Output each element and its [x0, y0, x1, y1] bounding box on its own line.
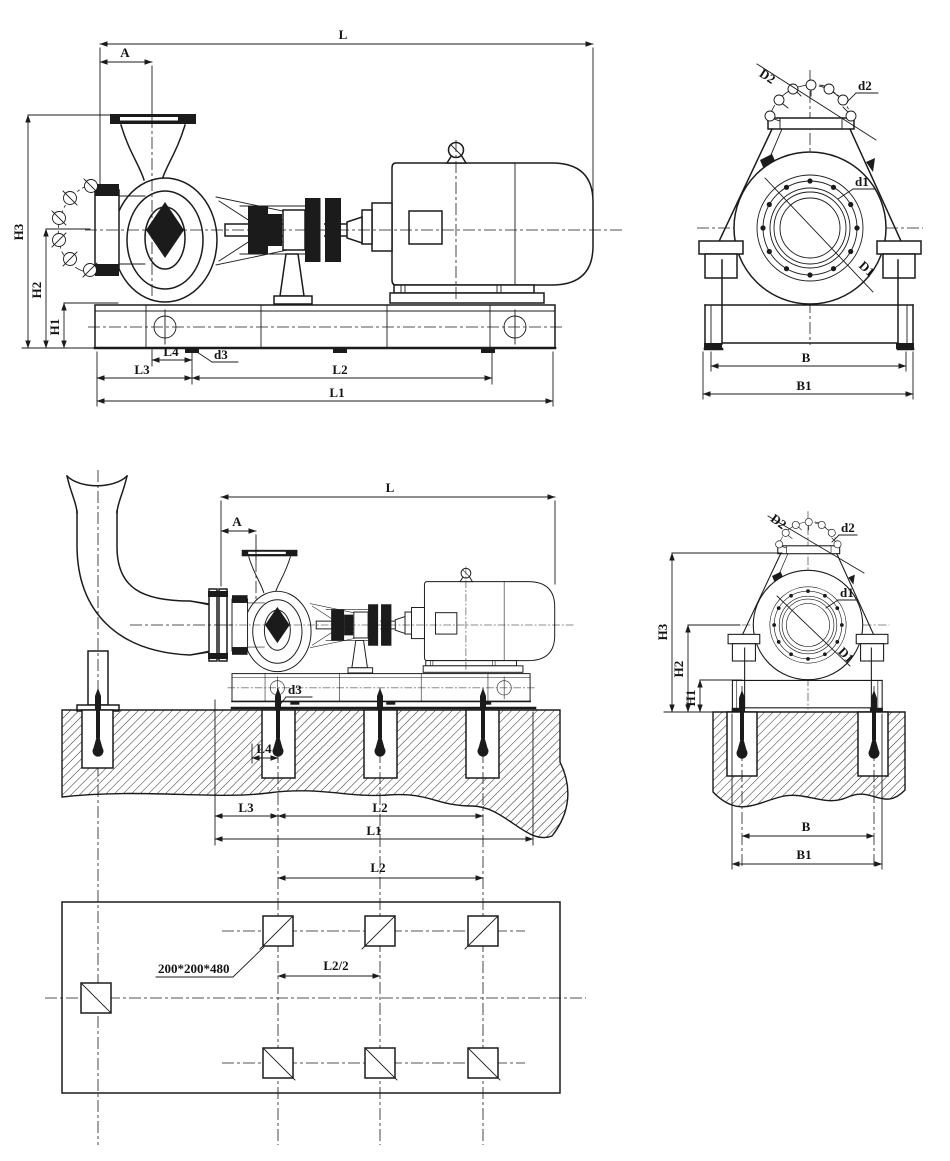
dim-label-H3: H3 [655, 623, 670, 641]
dim-label-d1: d1 [855, 174, 869, 189]
suction-elbow-pipe [67, 470, 228, 1145]
dim-label-H1: H1 [683, 689, 698, 707]
dim-label-L1: L1 [366, 823, 382, 838]
dim-label-L4: L4 [256, 741, 272, 756]
dim-label-d2: d2 [841, 520, 855, 535]
pump-assembly-side-installed [226, 550, 576, 705]
dim-label-B1: B1 [796, 847, 812, 862]
pump-side-view [11, 27, 625, 406]
foundation-plan-view [45, 860, 586, 1093]
dim-label-D1: D1 [835, 643, 858, 666]
pump-assembly-side [85, 114, 625, 353]
plan-bolt-pockets [81, 916, 500, 1080]
pump-assembly-end [697, 70, 923, 349]
dim-label-D1: D1 [856, 257, 878, 280]
dim-label-d3: d3 [214, 347, 228, 362]
suction-bolt-arc [52, 179, 98, 277]
dim-label-L2: L2 [332, 362, 348, 377]
dim-label-L1: L1 [329, 385, 345, 400]
installation-end-view [655, 511, 905, 869]
pump-end-view [697, 64, 923, 399]
dim-label-L: L [338, 27, 348, 42]
dim-label-d1: d1 [840, 585, 854, 600]
dim-label-L: L [385, 480, 395, 495]
dim-label-L4: L4 [163, 344, 179, 359]
dim-label-A: A [120, 45, 130, 60]
dim-label-L3: L3 [238, 800, 254, 815]
dim-label-B1: B1 [796, 378, 812, 393]
dim-label-d3: d3 [288, 682, 302, 697]
dim-label-B: B [801, 819, 811, 834]
dim-label-L3: L3 [134, 362, 150, 377]
dim-label-H3: H3 [11, 223, 26, 241]
dim-label-B: B [801, 350, 811, 365]
pocket-size-label: 200*200*480 [158, 961, 230, 976]
dim-label-H2: H2 [671, 660, 686, 678]
dim-label-L2-half: L2/2 [323, 958, 349, 973]
installed-end-dimensions [655, 511, 882, 869]
dim-label-A: A [232, 514, 242, 529]
plan-dimensions [156, 860, 483, 977]
dim-label-H1: H1 [47, 318, 62, 336]
dim-label-L2: L2 [372, 800, 388, 815]
concrete-foundation-end [713, 686, 905, 868]
dim-label-D2: D2 [756, 65, 779, 87]
pump-assembly-end-installed [727, 511, 890, 712]
dim-label-D2: D2 [767, 510, 790, 533]
installation-side-view [62, 470, 575, 1145]
dim-label-d2: d2 [858, 78, 872, 93]
dim-label-L2: L2 [370, 860, 386, 875]
dim-label-H2: H2 [29, 281, 44, 299]
